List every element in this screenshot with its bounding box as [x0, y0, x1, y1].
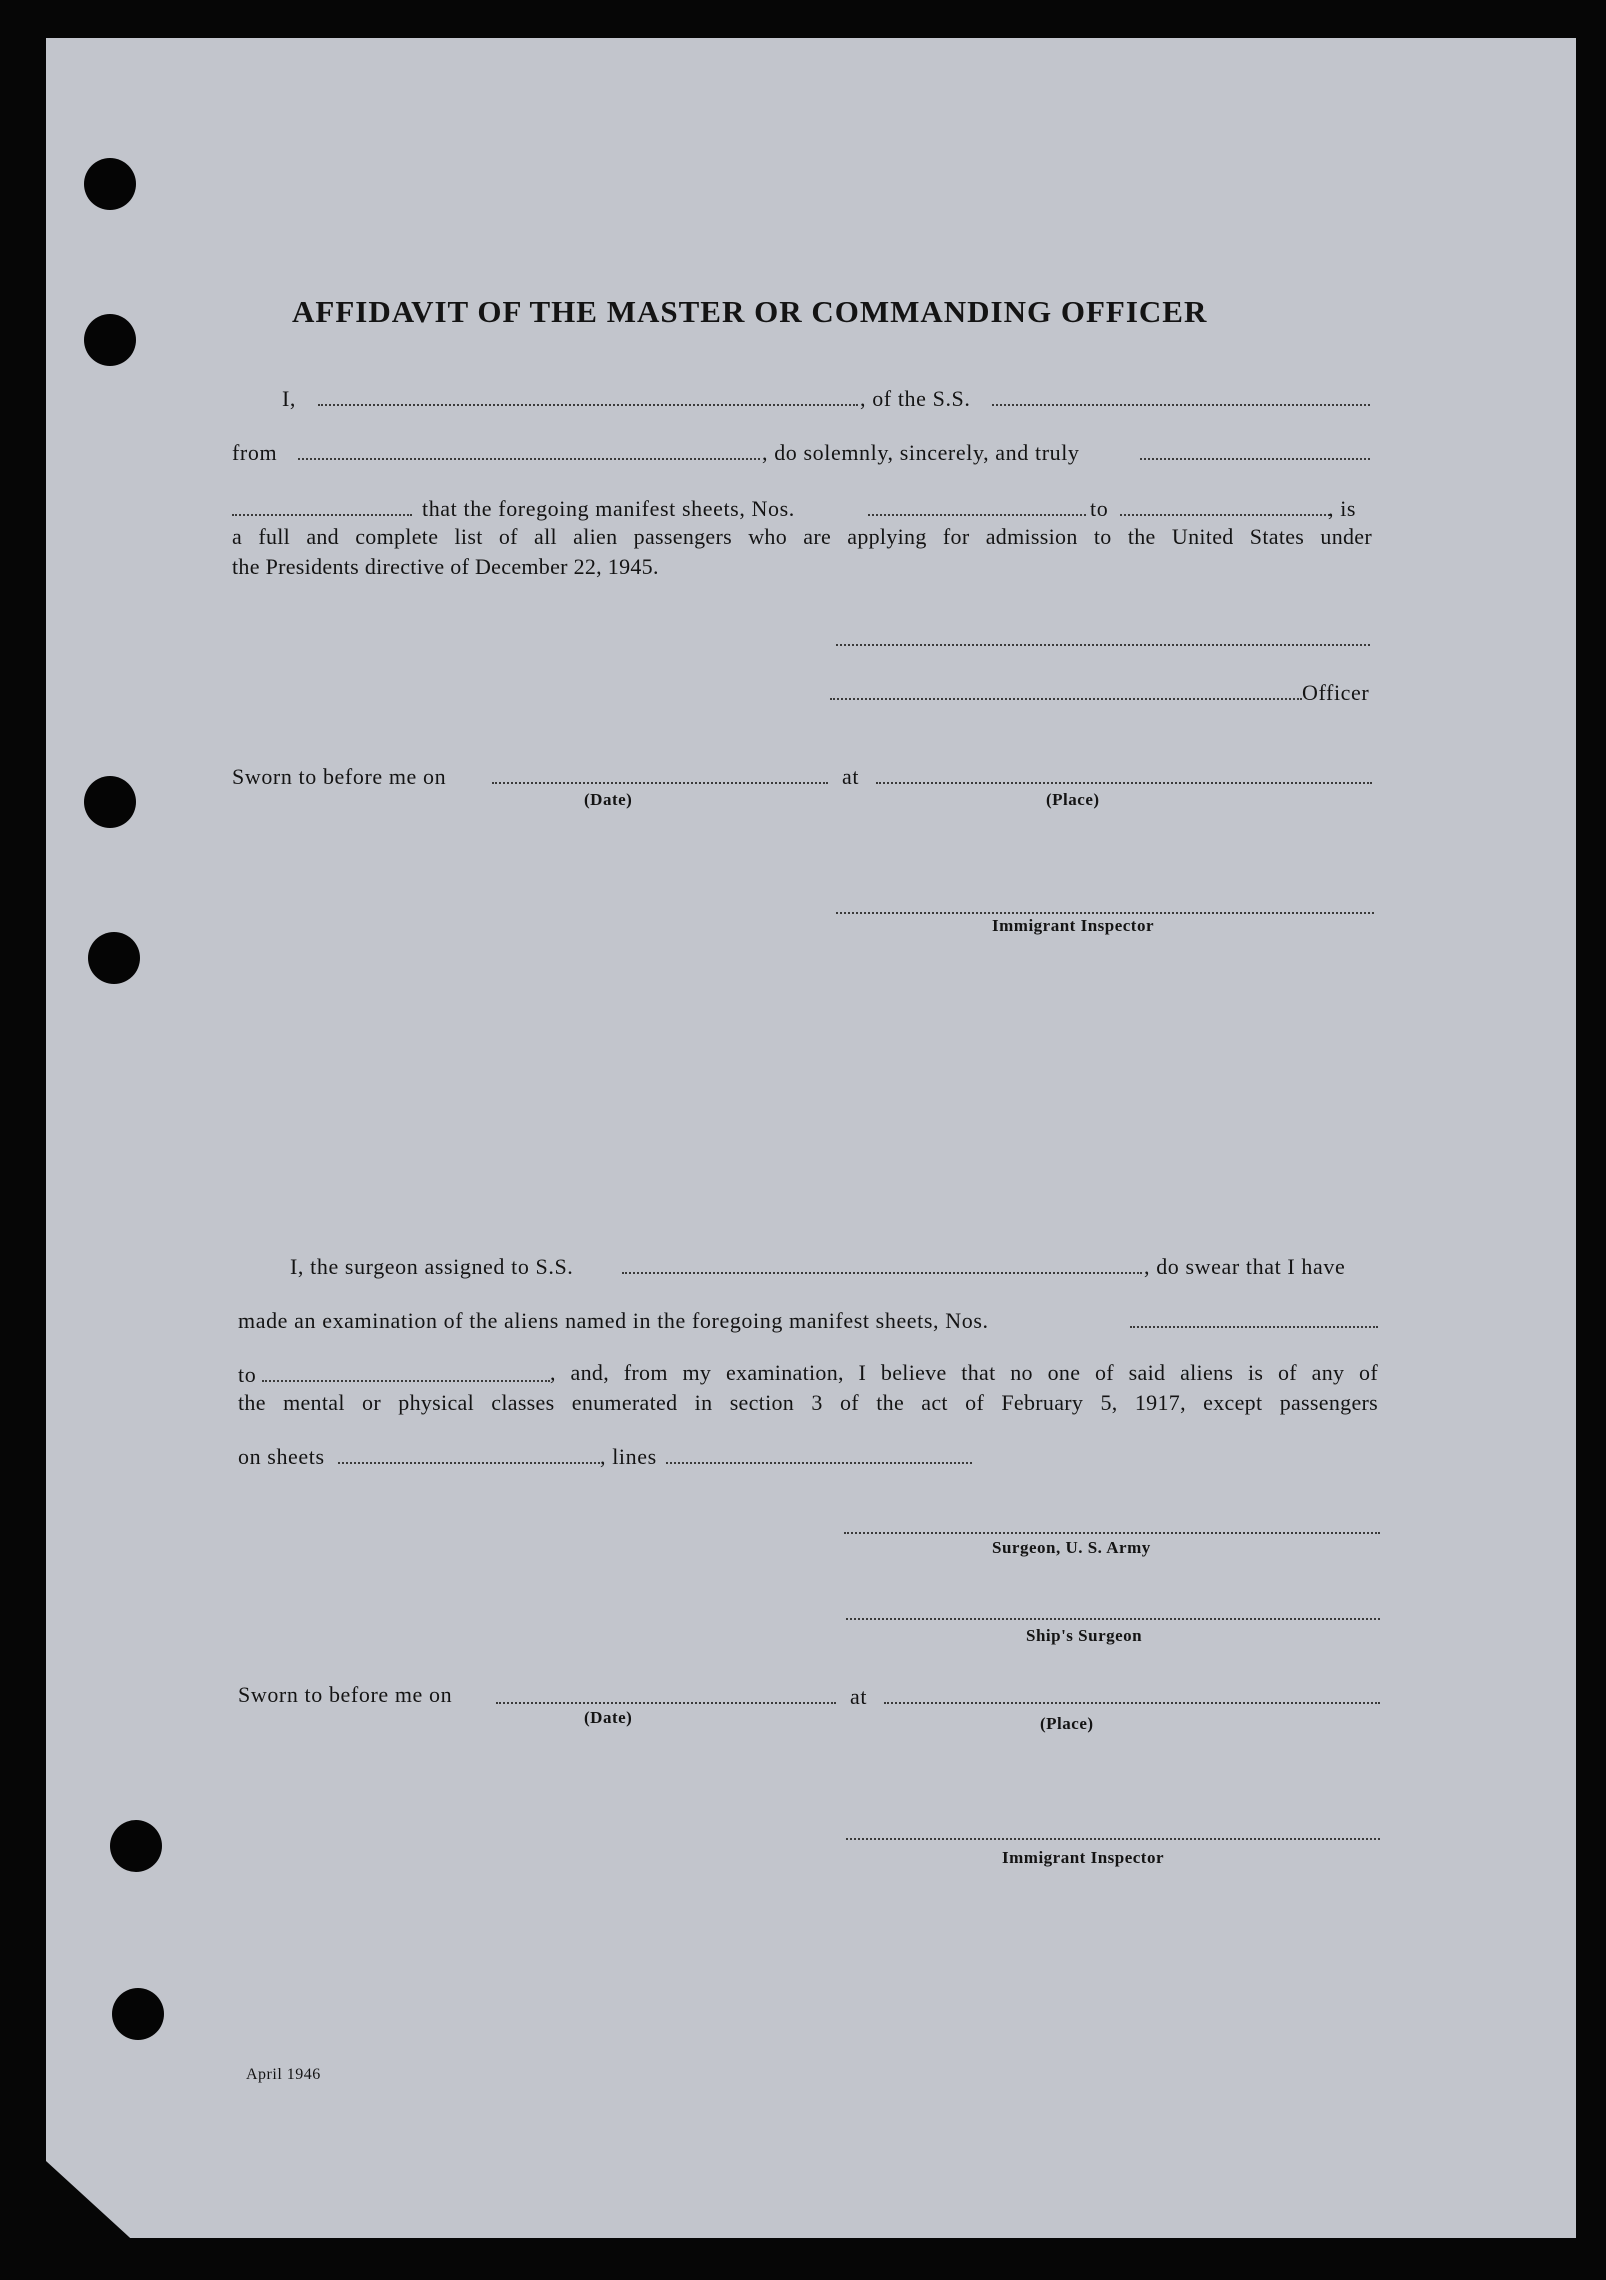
surgeon-sheets-to-field[interactable]	[262, 1380, 550, 1382]
master-at-label: at	[842, 764, 860, 789]
master-inspector-signature-field[interactable]	[836, 912, 1374, 914]
master-to-label: to	[1090, 496, 1109, 521]
form-page	[46, 38, 1576, 2238]
surgeon-sworn-place-field[interactable]	[884, 1702, 1380, 1704]
surgeon-exam-label: made an examination of the aliens named in the foregoing manifest sheets, Nos.	[238, 1308, 989, 1333]
master-statement-line: a full and complete list of all alien passengers who are applying for admission to the United States under	[232, 524, 1372, 549]
master-signature-field[interactable]	[836, 644, 1370, 646]
master-is-label: , is	[1328, 496, 1357, 521]
surgeon-i-label: I, the surgeon assigned to S.S.	[290, 1254, 574, 1279]
surgeon-on-sheets-label: on sheets	[238, 1444, 325, 1469]
surgeon-lines-field[interactable]	[666, 1462, 972, 1464]
surgeon-swear-label: , do swear that I have	[1144, 1254, 1346, 1279]
punch-hole	[110, 1820, 162, 1872]
master-sworn-place-field[interactable]	[876, 782, 1372, 784]
surgeon-statement-line: , and, from my examination, I believe that no one of said aliens is of any of	[550, 1360, 1378, 1385]
master-sheets-to-field[interactable]	[1120, 514, 1330, 516]
master-swear-label: , do solemnly, sincerely, and truly	[762, 440, 1080, 465]
surgeon-sworn-date-field[interactable]	[496, 1702, 836, 1704]
master-statement-line-2: the Presidents directive of December 22, 1945.	[232, 554, 659, 579]
master-sworn-label: Sworn to before me on	[232, 764, 447, 789]
surgeon-statement-line-2: the mental or physical classes enumerated in section 3 of the act of February 5, 1917, except passengers	[238, 1390, 1378, 1415]
punch-hole	[84, 158, 136, 210]
form-date-footer: April 1946	[246, 2066, 321, 2083]
master-ship-label: , of the S.S.	[860, 386, 971, 411]
ship-surgeon-signature-field[interactable]	[846, 1618, 1380, 1620]
punch-hole	[84, 314, 136, 366]
surgeon-inspector-caption: Immigrant Inspector	[1002, 1848, 1165, 1867]
ship-surgeon-caption: Ship's Surgeon	[1026, 1626, 1143, 1645]
surgeon-at-label: at	[850, 1684, 868, 1709]
army-surgeon-signature-field[interactable]	[844, 1532, 1380, 1534]
surgeon-on-sheets-field[interactable]	[338, 1462, 600, 1464]
surgeon-lines-label: , lines	[600, 1444, 657, 1469]
surgeon-to-label: to	[238, 1362, 257, 1387]
officer-label: Officer	[1302, 680, 1370, 705]
master-sheets-label: that the foregoing manifest sheets, Nos.	[422, 496, 795, 521]
master-sworn-date-field[interactable]	[492, 782, 828, 784]
officer-signature-field[interactable]	[830, 698, 1302, 700]
master-from-label: from	[232, 440, 278, 465]
master-inspector-caption: Immigrant Inspector	[992, 916, 1155, 935]
master-date-caption: (Date)	[584, 790, 633, 809]
punch-hole	[84, 776, 136, 828]
master-sheets-from-field[interactable]	[868, 514, 1086, 516]
master-name-field[interactable]	[318, 404, 858, 406]
surgeon-date-caption: (Date)	[584, 1708, 633, 1727]
army-surgeon-caption: Surgeon, U. S. Army	[992, 1538, 1151, 1557]
master-i-label: I,	[282, 386, 297, 411]
master-ship-field[interactable]	[992, 404, 1370, 406]
punch-hole	[112, 1988, 164, 2040]
surgeon-ship-field[interactable]	[622, 1272, 1142, 1274]
master-place-caption: (Place)	[1046, 790, 1100, 809]
master-from-field[interactable]	[298, 458, 760, 460]
surgeon-place-caption: (Place)	[1040, 1714, 1094, 1733]
master-swear-field[interactable]	[1140, 458, 1370, 460]
surgeon-sheets-from-field[interactable]	[1130, 1326, 1378, 1328]
punch-hole	[88, 932, 140, 984]
form-title: AFFIDAVIT OF THE MASTER OR COMMANDING OFFICER	[292, 294, 1208, 329]
master-declare-field[interactable]	[232, 514, 412, 516]
surgeon-inspector-signature-field[interactable]	[846, 1838, 1380, 1840]
surgeon-sworn-label: Sworn to before me on	[238, 1682, 453, 1707]
